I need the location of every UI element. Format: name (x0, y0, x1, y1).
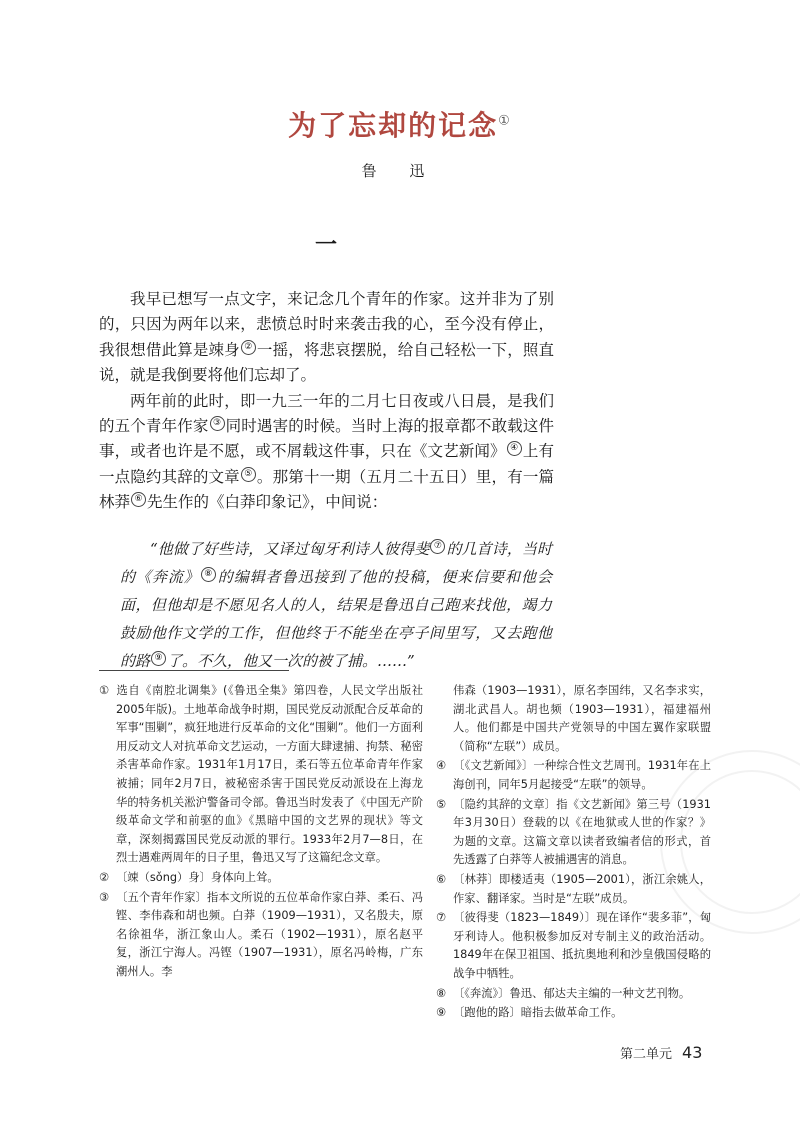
section-number: 一 (314, 233, 337, 258)
watermark-seal-icon (640, 740, 800, 880)
paragraph-1: 我早已想写一点文字，来记念几个青年的作家。这并非为了别的，只因为两年以来，悲愤总时时来袭击我的心，至今没有停止，我很想借此算是竦身 ② 一摇，将悲哀摆脱，给自己轻松一下，照直说，就是我倒要将他们忘却了。 (99, 290, 554, 385)
footnote: ⑥ 〔林莽〕即楼适夷（1905—2001），浙江余姚人，作家、翻译家。当时是“左联”成员。 (436, 872, 711, 905)
body-text (99, 287, 554, 516)
footnote: ⑦ 〔彼得斐（1823—1849）〕现在译作“裴多菲”，匈牙利诗人。他积极参加反对专制主义的政治活动。1849年在保卫祖国、抵抗奥地利和沙皇俄国侵略的战争中牺牲。 (436, 911, 711, 980)
footnote-marker: ⑤ (241, 467, 256, 482)
footnote-marker: ⑨ (151, 651, 166, 666)
footnote-marker: ⑥ (131, 492, 146, 507)
footnote: ⑧ 〔《奔流》〕鲁迅、郁达夫主编的一种文艺刊物。 (436, 986, 691, 1000)
footnote-marker: ③ (210, 416, 225, 431)
footnote: ① 选自《南腔北调集》(《鲁迅全集》第四卷，人民文学出版社2005年版)。土地革命战争时期，国民党反动派配合反革命的军事“围剿”，疯狂地进行反革命的文化“围剿”。他们一方面利用反动文人对抗革命文艺运动，一方面大肆逮捕、拘禁、秘密杀害革命作家。1931年1月17日，柔石等五位革命青年作家被捕；同年2月7日，被秘密杀害于国民党反动派设在上海龙华的特务机关淞沪警备司令部。鲁迅当时发表了《中国无产阶级革命文学和前驱的血》《黑暗中国的文艺界的现状》等文章，深刻揭露国民党反动派的罪行。1933年2月7—8日，在烈士遇难两周年的日子里，鲁迅又写了这篇纪念文章。 (99, 684, 423, 865)
footnote: ② 〔竦（sǒng）身〕身体向上耸。 (99, 870, 279, 884)
unit-label: 第二单元 (620, 1047, 673, 1062)
page-footer (620, 1043, 702, 1062)
footnote-marker: ② (241, 340, 256, 355)
footnote-marker: ⑦ (430, 539, 445, 554)
page-number: 43 (682, 1043, 703, 1062)
title-footnote-marker: ① (498, 113, 512, 129)
footnote: ⑨ 〔跑他的路〕暗指去做革命工作。 (436, 1006, 623, 1020)
author: 鲁 迅 (361, 162, 439, 180)
footnote-marker: ⑧ (201, 567, 216, 582)
paragraph-2: 两年前的此时，即一九三一年的二月七日夜或八日晨，是我们的五个青年作家 ③ 同时遇害的时候。当时上海的报章都不敢载这件事，或者也许是不愿，或不屑载这件事，只在《文艺新闻》 ④ 上有一点隐约其辞的文章 ⑤ 。那第十一期（五月二十五日）里，有一篇林莽 ⑥ 先生作的《白莽印象记》，中间说： (99, 391, 554, 512)
footnote-divider (99, 670, 289, 671)
block-quote: “他做了好些诗，又译过匈牙利诗人彼得斐 ⑦ 的几首诗，当时的《奔流》 ⑧ 的编辑者鲁迅接到了他的投稿，便来信要和他会面，但他却是不愿见名人的人，结果是鲁迅自己跑来找他，竭力鼓励他作文学的工作，但他终于不能坐在亭子间里写，又去跑他的路 ⑨ 了。不久，他又一次的被了捕。……” (120, 540, 552, 670)
footnote-continued: 伟森（1903—1931），原名李国纬，又名李求实，湖北武昌人。胡也频（1903—1931），福建福州人。他们都是中国共产党领导的中国左翼作家联盟（简称“左联”）成员。 (453, 684, 711, 753)
footnote-marker: ④ (507, 441, 522, 456)
footnote: ⑤ 〔隐约其辞的文章〕指《文艺新闻》第三号（1931年3月30日）登载的以《在地狱或人世的作家？》为题的文章。这篇文章以读者致编者信的形式，首先透露了白莽等人被捕遇害的消息。 (436, 797, 711, 867)
footnotes-left-column (99, 682, 423, 983)
page-title: 为了忘却的记念① (288, 109, 512, 142)
footnote: ④ 〔《文艺新闻》〕一种综合性文艺周刊。1931年在上海创刊，同年5月起接受“左联”的领导。 (436, 759, 711, 791)
footnote: ③ 〔五个青年作家〕指本文所说的五位革命作家白莽、柔石、冯铿、李伟森和胡也频。白莽（1909—1931），又名殷夫，原名徐祖华，浙江象山人。柔石（1902—1931），原名赵平复，浙江宁海人。冯铿（1907—1931），原名冯岭梅，广东潮州人。李 (99, 890, 423, 978)
